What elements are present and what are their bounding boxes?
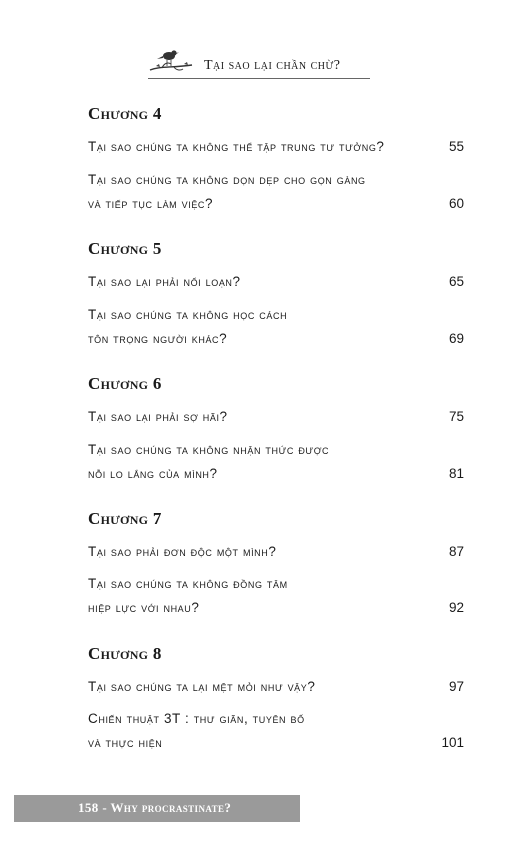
toc-page-number: 87 (448, 544, 464, 559)
toc-page-number: 101 (441, 735, 464, 750)
toc-entry-text: Tại sao lại phải sợ hãi? (88, 409, 228, 424)
toc-entry-text: Tại sao chúng ta không dọn dẹp cho gọn gàng (88, 172, 366, 187)
toc-entry (88, 707, 464, 755)
toc-entry-text: Chiến thuật 3T : thư giãn, tuyên bố (88, 711, 305, 726)
toc-entry (88, 168, 464, 216)
toc-page-number: 75 (448, 409, 464, 424)
chapter-heading: Chương 5 (88, 239, 162, 258)
toc-entry-text: Tại sao lại phải nổi loạn? (88, 274, 241, 289)
toc-entry-text: Tại sao chúng ta không nhận thức được (88, 442, 330, 457)
toc-entry (88, 135, 464, 159)
toc-entry-text: hiệp lực với nhau? (88, 600, 200, 615)
toc-entry-text: Tại sao phải đơn độc một mình? (88, 544, 277, 559)
toc-entry-text: tôn trọng người khác? (88, 331, 228, 346)
toc-entry-text: Tại sao chúng ta không đồng tâm (88, 576, 288, 591)
bird-on-branch-icon (148, 44, 194, 76)
toc-page-number: 65 (448, 274, 464, 289)
toc-entry (88, 572, 464, 620)
toc-entry (88, 270, 464, 294)
toc-entry (88, 303, 464, 351)
chapter-heading: Chương 6 (88, 374, 162, 393)
toc-page-number: 69 (448, 331, 464, 346)
toc-entry-text: Tại sao chúng ta không học cách (88, 307, 288, 322)
toc-entry (88, 675, 464, 699)
toc-page-number: 60 (448, 196, 464, 211)
toc-entry (88, 438, 464, 486)
toc-entry (88, 540, 464, 564)
page-footer (14, 795, 300, 822)
toc-page-number: 55 (448, 139, 464, 154)
toc-entry-text: Tại sao chúng ta không thể tập trung tư tưởng? (88, 139, 385, 154)
toc-entry-text: và thực hiện (88, 735, 163, 750)
chapter-heading: Chương 7 (88, 509, 162, 528)
toc-entry-text: nỗi lo lắng của mình? (88, 466, 218, 481)
running-header-title: Tại sao lại chần chừ? (204, 58, 341, 73)
toc-entry-text: và tiếp tục làm việc? (88, 196, 214, 211)
chapter-heading: Chương 4 (88, 104, 162, 123)
running-header (148, 44, 370, 82)
chapter-heading: Chương 8 (88, 644, 162, 663)
toc-page-number: 97 (448, 679, 464, 694)
toc-entry-text: Tại sao chúng ta lại mệt mỏi như vậy? (88, 679, 316, 694)
header-rule (148, 78, 370, 79)
toc-entry (88, 405, 464, 429)
footer-page-label: 158 - Why procrastinate? (78, 800, 232, 815)
toc-page-number: 92 (448, 600, 464, 615)
toc-page-number: 81 (448, 466, 464, 481)
